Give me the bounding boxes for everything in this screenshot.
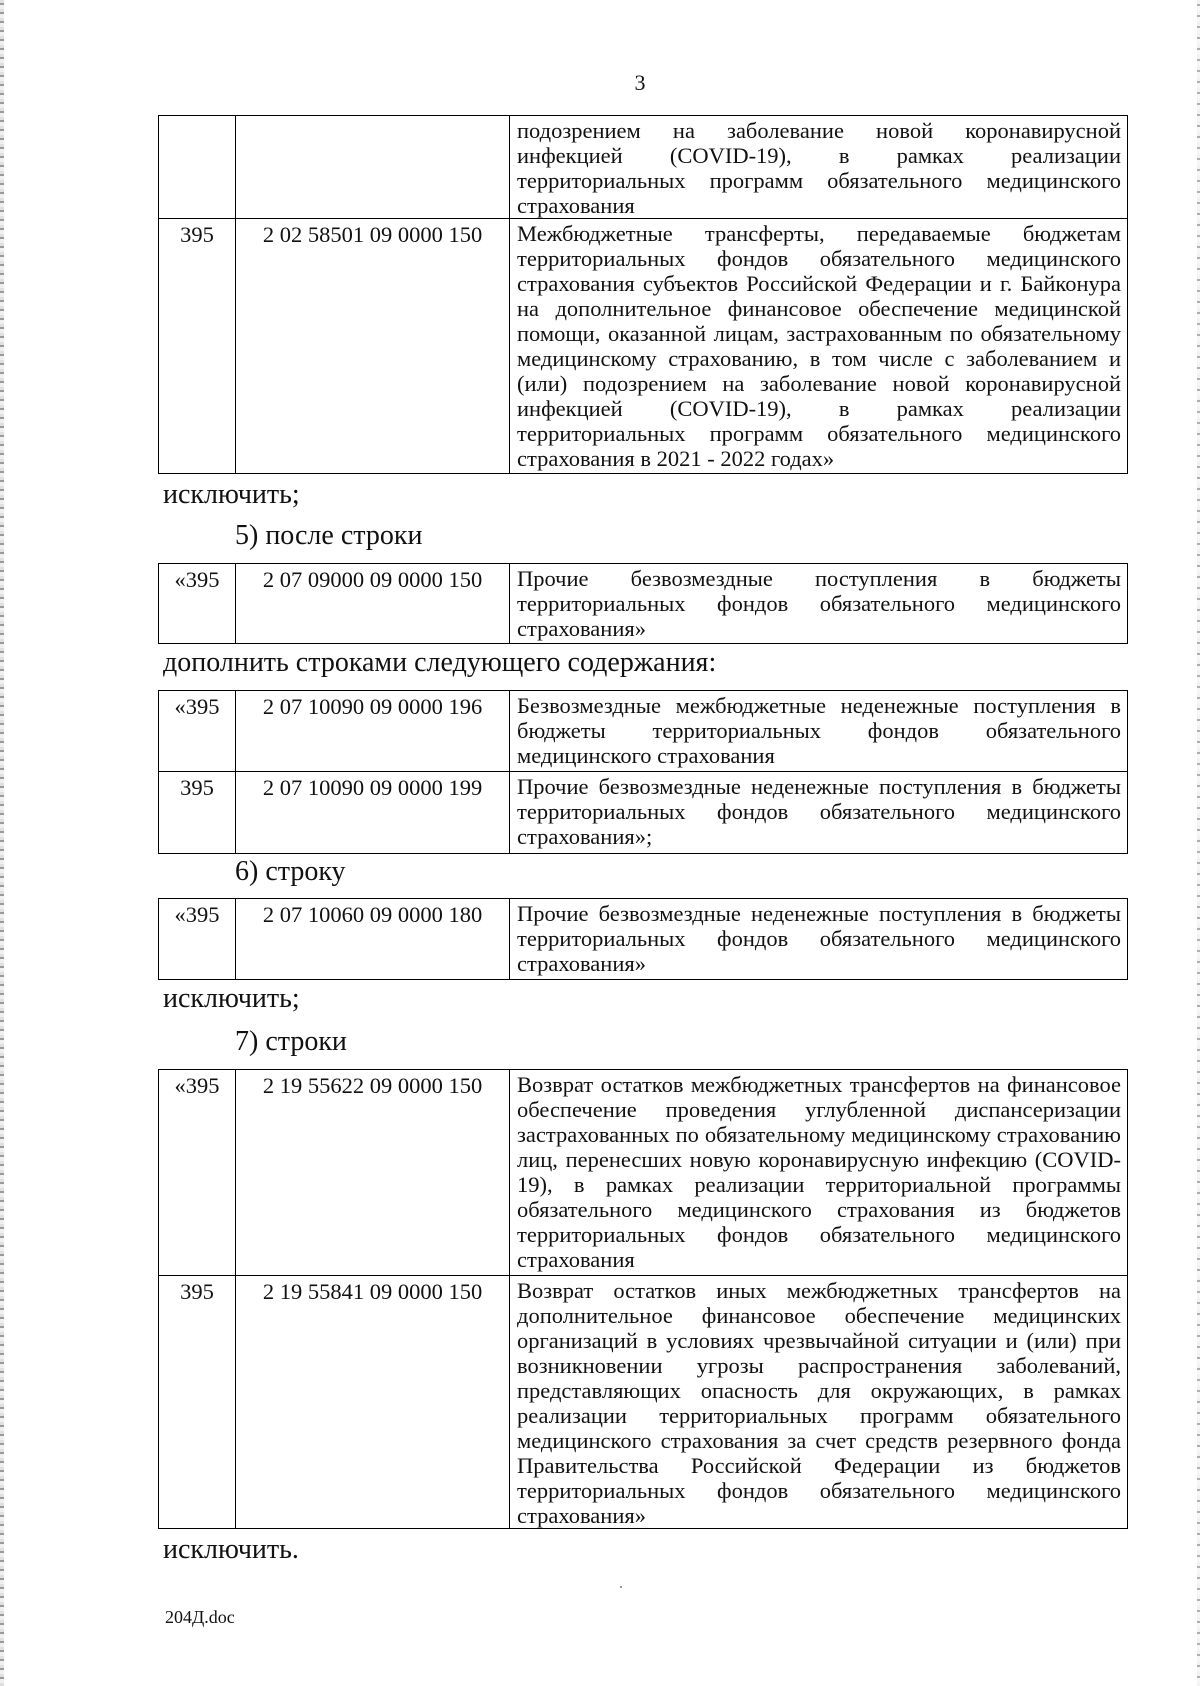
description-cell: Межбюджетные трансферты, передаваемые бюджетам территориальных фондов обязательного медицинского страхования субъектов Российской Федерации и г. Байконура на дополнительное финансовое обеспечение медицинской помощи, оказанной лицам, застрахованным по обязательному медицинскому страхованию, в том числе с заболеванием и (или) подозрением на заболевание новой коронавирусной инфекцией (COVID-19), в рамках реализации территориальных программ обязательного медицинского страхования в 2021 - 2022 годах» [510, 219, 1128, 474]
codes-table-1 [158, 115, 1128, 474]
row-number-cell: 395 [159, 219, 236, 474]
codes-table-4 [158, 898, 1128, 980]
row-number-cell: «395 [159, 1070, 236, 1276]
row-number-cell: 395 [159, 1276, 236, 1529]
footer-filename: 204Д.doc [165, 1607, 235, 1627]
budget-code-cell: 2 07 09000 09 0000 150 [236, 564, 510, 644]
description-cell: подозрением на заболевание новой коронавирусной инфекцией (COVID-19), в рамках реализации территориальных программ обязательного медицинского страхования [510, 116, 1128, 219]
budget-code-cell: 2 07 10090 09 0000 199 [236, 772, 510, 854]
table-row [159, 772, 1128, 854]
description-cell: Возврат остатков иных межбюджетных трансфертов на дополнительное финансовое обеспечение медицинских организаций в условиях чрезвычайной ситуации и (или) при возникновении угрозы распространения заболеваний, представляющих опасность для окружающих, в рамках реализации территориальных программ обязательного медицинского страхования за счет средств резервного фонда Правительства Российской Федерации из бюджетов территориальных фондов обязательного медицинского страхования» [510, 1276, 1128, 1529]
codes-table-3 [158, 690, 1128, 854]
budget-code-cell: 2 02 58501 09 0000 150 [236, 219, 510, 474]
codes-table-2 [158, 563, 1128, 644]
paragraph-item-5: 5) после строки [235, 520, 423, 551]
codes-table-5 [158, 1069, 1128, 1529]
table-row [159, 116, 1128, 219]
budget-code-cell: 2 07 10090 09 0000 196 [236, 691, 510, 772]
page-number: 3 [634, 70, 646, 95]
paragraph-exclude: исключить; [163, 983, 300, 1014]
budget-code-cell: 2 19 55841 09 0000 150 [236, 1276, 510, 1529]
table-row [159, 691, 1128, 772]
budget-code-cell [236, 116, 510, 219]
table-row [159, 1070, 1128, 1276]
paragraph-item-7: 7) строки [235, 1026, 347, 1057]
row-number-cell: 395 [159, 772, 236, 854]
row-number-cell: «395 [159, 564, 236, 644]
paragraph-exclude: исключить; [163, 479, 300, 510]
budget-code-cell: 2 19 55622 09 0000 150 [236, 1070, 510, 1276]
paragraph-supplement: дополнить строками следующего содержания: [163, 647, 717, 678]
table-row [159, 564, 1128, 644]
description-cell: Возврат остатков межбюджетных трансфертов на финансовое обеспечение проведения углубленной диспансеризации застрахованных по обязательному медицинскому страхованию лиц, перенесших новую коронавирусную инфекцию (COVID-19), в рамках реализации территориальной программы обязательного медицинского страхования из бюджетов территориальных фондов обязательного медицинского страхования [510, 1070, 1128, 1276]
description-cell: Прочие безвозмездные неденежные поступления в бюджеты территориальных фондов обязательного медицинского страхования»; [510, 772, 1128, 854]
scan-speck [620, 1586, 622, 1588]
paragraph-item-6: 6) строку [235, 856, 346, 887]
paragraph-exclude: исключить. [163, 1534, 299, 1565]
table-row [159, 899, 1128, 980]
table-row [159, 1276, 1128, 1529]
row-number-cell: «395 [159, 899, 236, 980]
budget-code-cell: 2 07 10060 09 0000 180 [236, 899, 510, 980]
description-cell: Прочие безвозмездные неденежные поступления в бюджеты территориальных фондов обязательного медицинского страхования» [510, 899, 1128, 980]
description-cell: Безвозмездные межбюджетные неденежные поступления в бюджеты территориальных фондов обязательного медицинского страхования [510, 691, 1128, 772]
row-number-cell [159, 116, 236, 219]
row-number-cell: «395 [159, 691, 236, 772]
table-row [159, 219, 1128, 474]
description-cell: Прочие безвозмездные поступления в бюджеты территориальных фондов обязательного медицинского страхования» [510, 564, 1128, 644]
scan-edge-left [0, 0, 4, 1686]
